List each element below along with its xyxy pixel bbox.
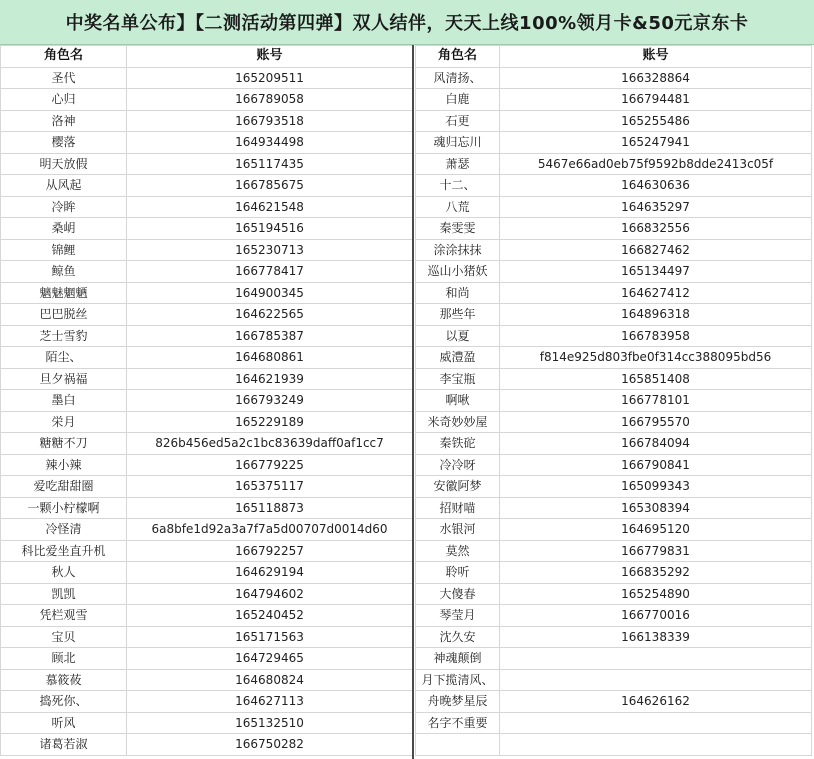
cell-account: 164680861: [127, 347, 413, 369]
cell-character-name: 顾北: [1, 648, 127, 670]
cell-account: 166750282: [127, 734, 413, 756]
cell-account: 166779831: [500, 540, 812, 562]
cell-account: 165171563: [127, 626, 413, 648]
cell-character-name: 桑岄: [1, 218, 127, 240]
cell-account: 165240452: [127, 605, 413, 627]
cell-character-name: [416, 734, 500, 756]
cell-account: 166793518: [127, 110, 413, 132]
table-row: [1, 153, 413, 175]
cell-character-name: 洛神: [1, 110, 127, 132]
cell-character-name: 秦雯雯: [416, 218, 500, 240]
table-row: [1, 540, 413, 562]
cell-account: 165247941: [500, 132, 812, 154]
cell-account: [500, 648, 812, 670]
table-row: [1, 411, 413, 433]
cell-account: [500, 669, 812, 691]
cell-character-name: 萧瑟: [416, 153, 500, 175]
cell-character-name: 米奇妙妙屋: [416, 411, 500, 433]
table-row: [416, 411, 812, 433]
table-row: [1, 454, 413, 476]
cell-character-name: 十二、: [416, 175, 500, 197]
table-row: [416, 734, 812, 756]
table-row: [1, 304, 413, 326]
cell-account: 166789058: [127, 89, 413, 111]
table-row: [416, 196, 812, 218]
column-header-name: 角色名: [416, 46, 500, 68]
cell-account: 164896318: [500, 304, 812, 326]
cell-account: 165254890: [500, 583, 812, 605]
cell-character-name: 心归: [1, 89, 127, 111]
cell-account: 5467e66ad0eb75f9592b8dde2413c05f: [500, 153, 812, 175]
cell-character-name: 秦铁砣: [416, 433, 500, 455]
table-row: [416, 347, 812, 369]
cell-character-name: 陌尘、: [1, 347, 127, 369]
cell-account: 166770016: [500, 605, 812, 627]
table-row: [1, 282, 413, 304]
cell-character-name: 科比爱坐直升机: [1, 540, 127, 562]
cell-account: 166778417: [127, 261, 413, 283]
cell-character-name: 大傻春: [416, 583, 500, 605]
cell-character-name: 秋人: [1, 562, 127, 584]
cell-character-name: 糖糖不刀: [1, 433, 127, 455]
table-row: [416, 605, 812, 627]
table-row: [1, 476, 413, 498]
table-row: [416, 368, 812, 390]
cell-character-name: 樱落: [1, 132, 127, 154]
cell-account: 166792257: [127, 540, 413, 562]
table-row: [416, 132, 812, 154]
cell-account: 166795570: [500, 411, 812, 433]
page-title: 中奖名单公布】【二测活动第四弹】双人结伴，天天上线100%领月卡&50元京东卡: [0, 0, 814, 45]
cell-character-name: 鲸鱼: [1, 261, 127, 283]
cell-account: 164635297: [500, 196, 812, 218]
cell-account: 166785675: [127, 175, 413, 197]
cell-character-name: 神魂颠倒: [416, 648, 500, 670]
table-row: [1, 433, 413, 455]
cell-account: 164627113: [127, 691, 413, 713]
cell-character-name: 墨白: [1, 390, 127, 412]
cell-account: 826b456ed5a2c1bc83639daff0af1cc7: [127, 433, 413, 455]
table-row: [1, 110, 413, 132]
cell-character-name: 以夏: [416, 325, 500, 347]
table-row: [416, 433, 812, 455]
cell-character-name: 诸葛若淑: [1, 734, 127, 756]
cell-character-name: 名字不重要: [416, 712, 500, 734]
table-row: [1, 196, 413, 218]
cell-character-name: 风清扬、: [416, 67, 500, 89]
table-row: [1, 562, 413, 584]
cell-character-name: 和尚: [416, 282, 500, 304]
cell-account: 166835292: [500, 562, 812, 584]
table-row: [416, 626, 812, 648]
cell-account: 165308394: [500, 497, 812, 519]
cell-character-name: 石更: [416, 110, 500, 132]
table-row: [416, 691, 812, 713]
cell-account: 6a8bfe1d92a3a7f7a5d00707d0014d60: [127, 519, 413, 541]
cell-character-name: 冷眸: [1, 196, 127, 218]
table-row: [1, 325, 413, 347]
cell-account: 166784094: [500, 433, 812, 455]
table-row: [416, 390, 812, 412]
header-row: [416, 46, 812, 68]
cell-character-name: 白鹿: [416, 89, 500, 111]
table-row: [1, 497, 413, 519]
table-row: [1, 519, 413, 541]
table-row: [1, 390, 413, 412]
cell-account: 164680824: [127, 669, 413, 691]
cell-account: 164630636: [500, 175, 812, 197]
cell-character-name: 栄月: [1, 411, 127, 433]
table-row: [416, 89, 812, 111]
header-row: [1, 46, 413, 68]
cell-character-name: 舟晚梦星辰: [416, 691, 500, 713]
cell-account: 166785387: [127, 325, 413, 347]
cell-account: 164626162: [500, 691, 812, 713]
table-row: [1, 132, 413, 154]
cell-character-name: 沈久安: [416, 626, 500, 648]
cell-character-name: 莫然: [416, 540, 500, 562]
cell-character-name: 冷怪清: [1, 519, 127, 541]
cell-account: 166790841: [500, 454, 812, 476]
cell-account: 164729465: [127, 648, 413, 670]
table-row: [416, 282, 812, 304]
cell-character-name: 辣小辣: [1, 454, 127, 476]
cell-character-name: 明天放假: [1, 153, 127, 175]
table-row: [416, 218, 812, 240]
table-row: [416, 476, 812, 498]
winners-table-right: [415, 45, 812, 756]
table-row: [1, 239, 413, 261]
table-row: [416, 153, 812, 175]
cell-account: 166827462: [500, 239, 812, 261]
table-row: [416, 175, 812, 197]
cell-account: 164629194: [127, 562, 413, 584]
cell-character-name: 魂归忘川: [416, 132, 500, 154]
cell-character-name: 安徽阿梦: [416, 476, 500, 498]
cell-character-name: 巴巴脱丝: [1, 304, 127, 326]
table-row: [416, 648, 812, 670]
cell-account: 166832556: [500, 218, 812, 240]
cell-account: 165229189: [127, 411, 413, 433]
table-row: [416, 110, 812, 132]
table-row: [416, 325, 812, 347]
cell-character-name: 从风起: [1, 175, 127, 197]
table-row: [416, 519, 812, 541]
cell-character-name: 琴莹月: [416, 605, 500, 627]
cell-account: 164622565: [127, 304, 413, 326]
table-row: [1, 626, 413, 648]
cell-account: 165134497: [500, 261, 812, 283]
cell-account: 165209511: [127, 67, 413, 89]
table-row: [1, 583, 413, 605]
cell-account: 166778101: [500, 390, 812, 412]
cell-account: 164695120: [500, 519, 812, 541]
cell-character-name: 月下揽清风、: [416, 669, 500, 691]
column-header-account: 账号: [127, 46, 413, 68]
table-row: [1, 261, 413, 283]
table-row: [416, 583, 812, 605]
table-divider: [412, 45, 414, 759]
table-row: [1, 648, 413, 670]
cell-account: 164900345: [127, 282, 413, 304]
cell-character-name: 水银河: [416, 519, 500, 541]
table-row: [1, 691, 413, 713]
cell-account: 166328864: [500, 67, 812, 89]
table-row: [1, 347, 413, 369]
cell-character-name: 冷冷呀: [416, 454, 500, 476]
cell-character-name: 宝贝: [1, 626, 127, 648]
column-header-name: 角色名: [1, 46, 127, 68]
cell-account: 165118873: [127, 497, 413, 519]
cell-character-name: 威澧盈: [416, 347, 500, 369]
cell-character-name: 旦夕祸福: [1, 368, 127, 390]
cell-account: [500, 712, 812, 734]
table-row: [1, 734, 413, 756]
cell-character-name: 听风: [1, 712, 127, 734]
cell-account: 165375117: [127, 476, 413, 498]
cell-character-name: 李宝瓶: [416, 368, 500, 390]
cell-character-name: 八荒: [416, 196, 500, 218]
cell-character-name: 啊啾: [416, 390, 500, 412]
table-row: [1, 175, 413, 197]
cell-account: 164934498: [127, 132, 413, 154]
cell-account: 166793249: [127, 390, 413, 412]
cell-account: 164621548: [127, 196, 413, 218]
cell-character-name: 涂涂抹抹: [416, 239, 500, 261]
cell-account: 165099343: [500, 476, 812, 498]
table-row: [416, 454, 812, 476]
cell-character-name: 招财喵: [416, 497, 500, 519]
cell-account: 166794481: [500, 89, 812, 111]
table-row: [416, 712, 812, 734]
cell-character-name: 魑魅魍魉: [1, 282, 127, 304]
column-header-account: 账号: [500, 46, 812, 68]
cell-character-name: 锦鲤: [1, 239, 127, 261]
cell-account: f814e925d803fbe0f314cc388095bd56: [500, 347, 812, 369]
table-row: [416, 67, 812, 89]
table-row: [416, 239, 812, 261]
cell-account: 165230713: [127, 239, 413, 261]
winners-table-left: [0, 45, 413, 756]
table-row: [1, 605, 413, 627]
cell-character-name: 那些年: [416, 304, 500, 326]
cell-account: 166783958: [500, 325, 812, 347]
cell-character-name: 芝士雪豹: [1, 325, 127, 347]
cell-account: 165132510: [127, 712, 413, 734]
cell-character-name: 聆听: [416, 562, 500, 584]
cell-account: 164627412: [500, 282, 812, 304]
cell-character-name: 凭栏观雪: [1, 605, 127, 627]
table-row: [416, 304, 812, 326]
cell-account: 165255486: [500, 110, 812, 132]
cell-account: 164794602: [127, 583, 413, 605]
cell-account: 165851408: [500, 368, 812, 390]
table-row: [1, 218, 413, 240]
cell-account: [500, 734, 812, 756]
cell-character-name: 凯凯: [1, 583, 127, 605]
cell-account: 166138339: [500, 626, 812, 648]
cell-character-name: 慕筱莜: [1, 669, 127, 691]
table-row: [416, 497, 812, 519]
table-row: [416, 669, 812, 691]
table-row: [1, 712, 413, 734]
table-row: [416, 562, 812, 584]
cell-character-name: 一颗小柠檬啊: [1, 497, 127, 519]
table-row: [1, 89, 413, 111]
cell-account: 166779225: [127, 454, 413, 476]
cell-character-name: 爱吃甜甜圈: [1, 476, 127, 498]
cell-character-name: 圣代: [1, 67, 127, 89]
cell-character-name: 巡山小猪妖: [416, 261, 500, 283]
cell-account: 165117435: [127, 153, 413, 175]
cell-character-name: 捣死你、: [1, 691, 127, 713]
table-row: [1, 67, 413, 89]
cell-account: 165194516: [127, 218, 413, 240]
table-row: [1, 669, 413, 691]
table-row: [1, 368, 413, 390]
cell-account: 164621939: [127, 368, 413, 390]
table-row: [416, 540, 812, 562]
table-row: [416, 261, 812, 283]
